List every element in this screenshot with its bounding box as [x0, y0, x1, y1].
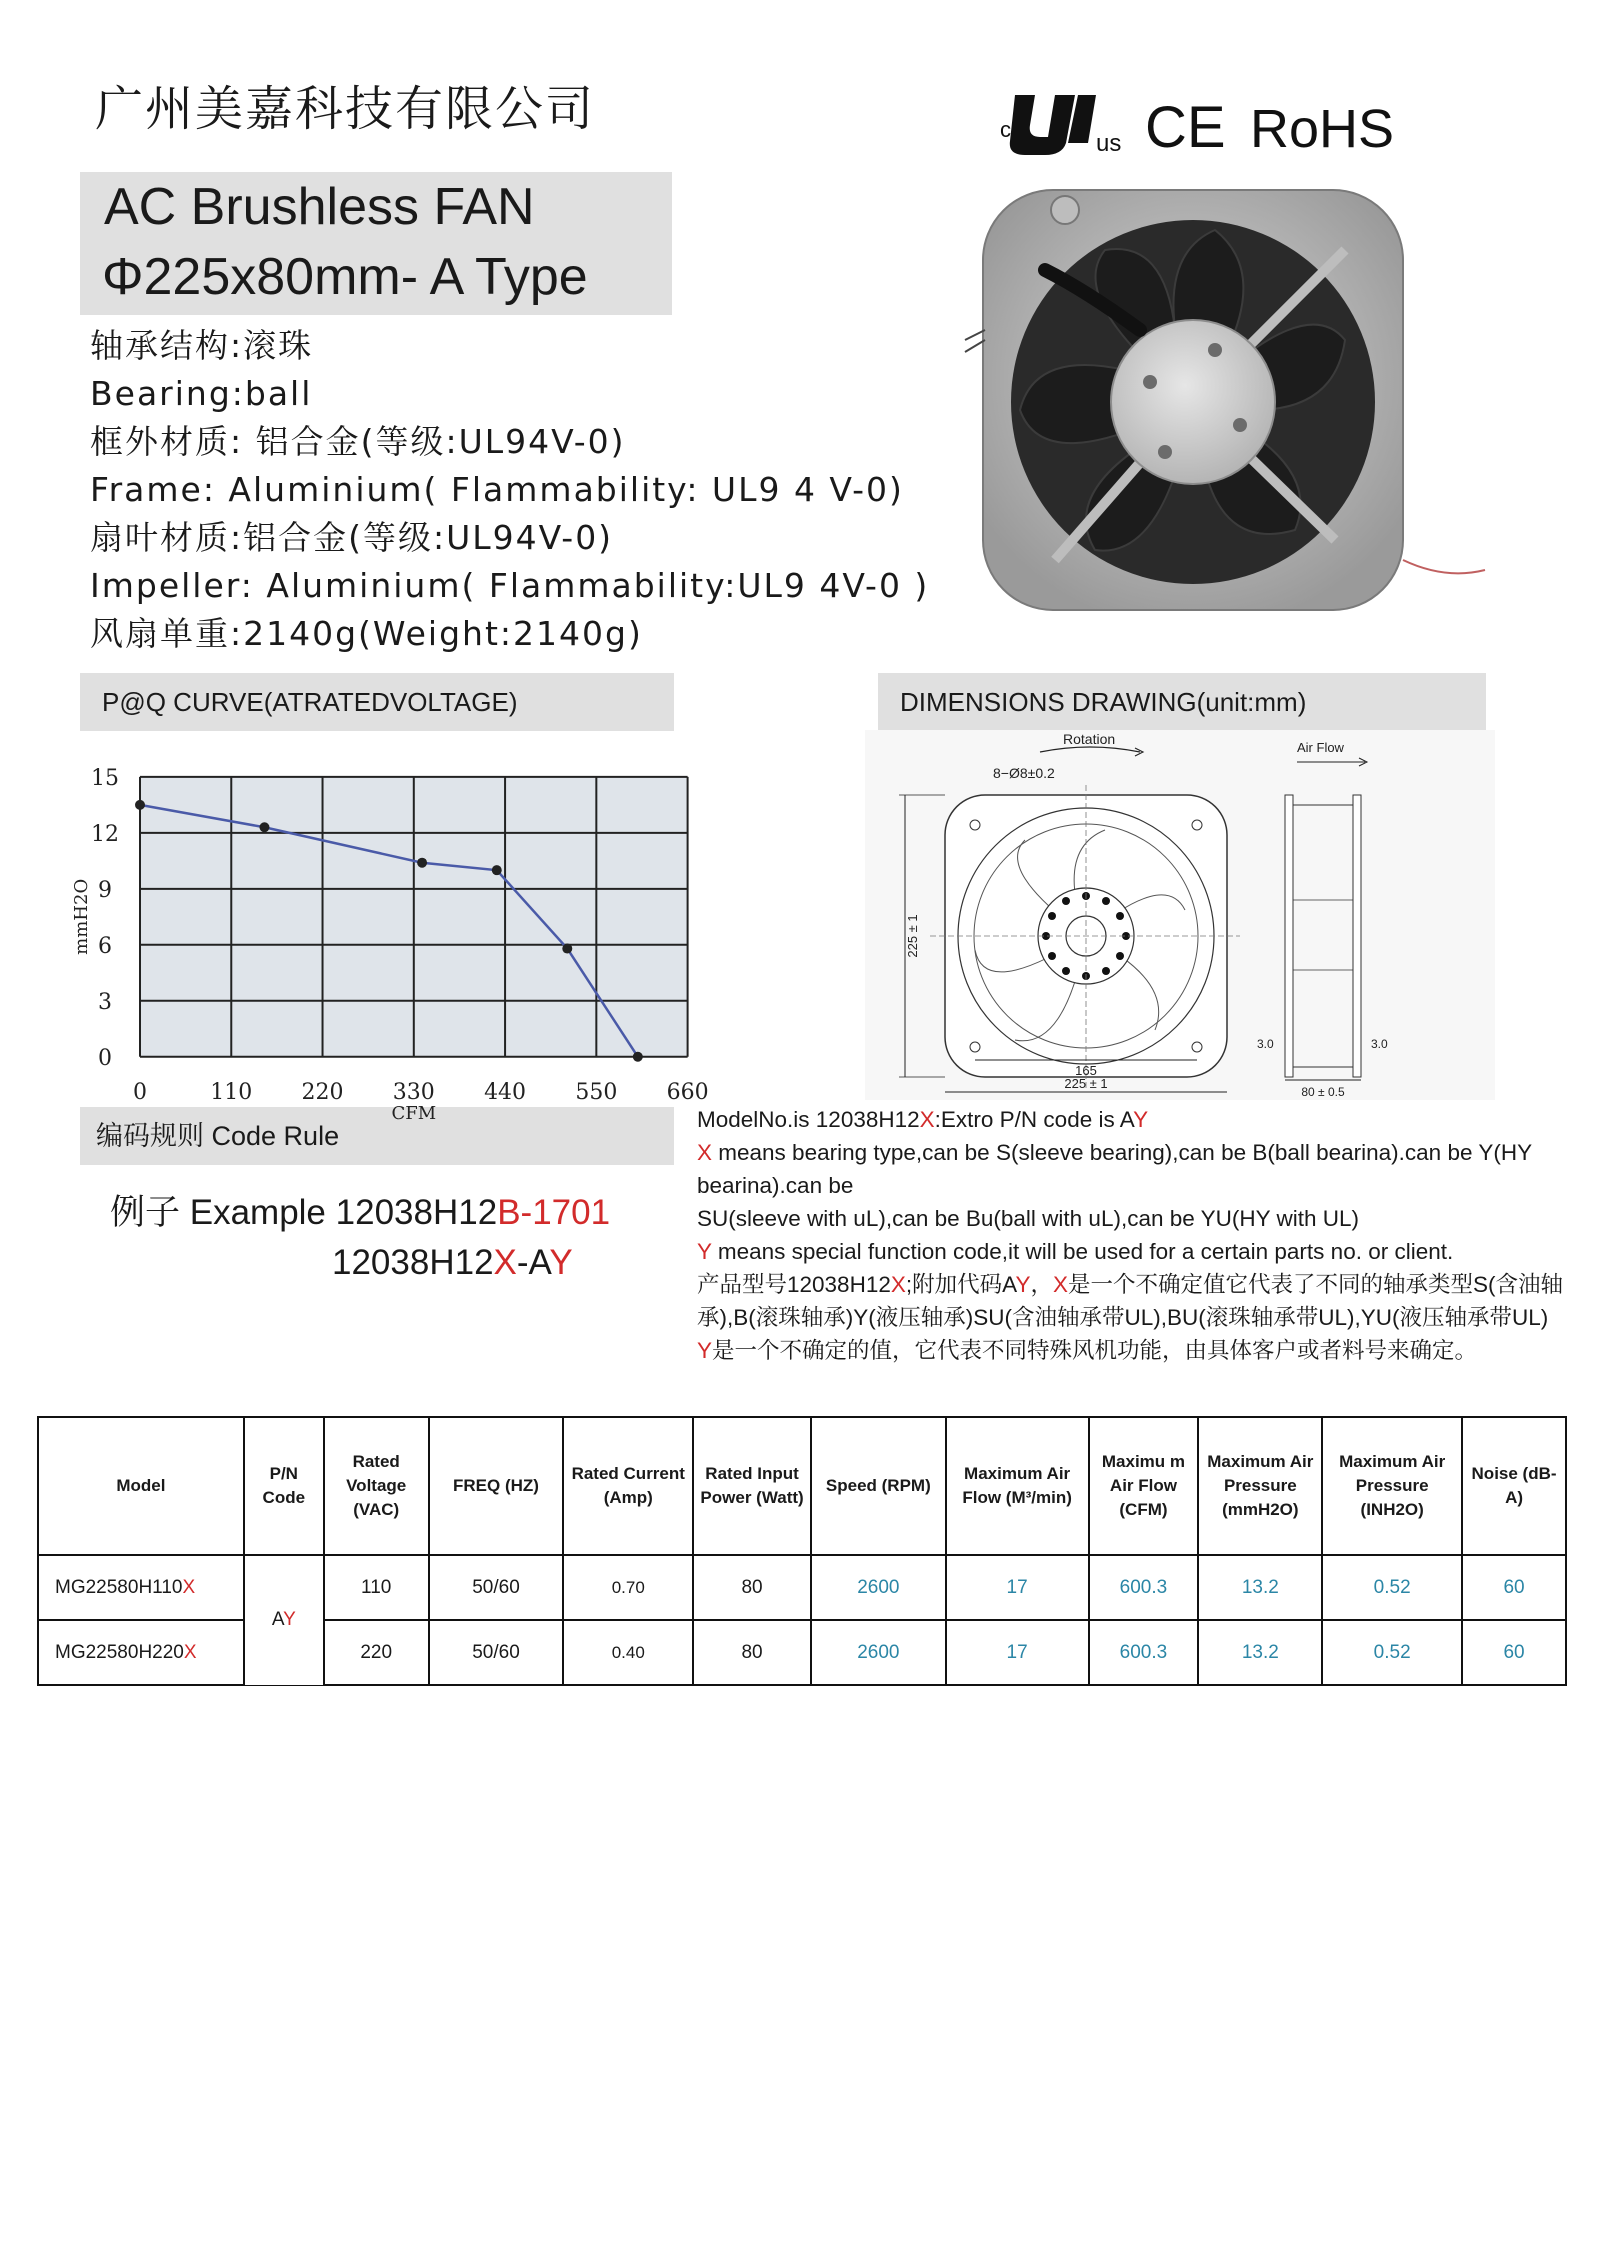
header-pressure-in: Maximum Air Pressure (INH2O): [1322, 1417, 1462, 1555]
header-noise: Noise (dB-A): [1462, 1417, 1566, 1555]
header-voltage: Rated Voltage (VAC): [324, 1417, 429, 1555]
rotation-label: Rotation: [1063, 731, 1116, 747]
height-dimension: 225 ± 1: [905, 914, 920, 958]
code-rule-header: 编码规则 Code Rule: [80, 1107, 674, 1165]
spec-weight: 风扇单重:2140g(Weight:2140g): [90, 614, 643, 653]
rule-line-5: 产品型号12038H12X;附加代码AY，X是一个不确定值它代表了不同的轴承类型S(含油轴承),B(滚珠轴承)Y(液压轴承)SU(含油轴承带UL),BU(滚珠轴承带UL),YU(液压轴承带UL): [697, 1272, 1564, 1330]
pq-data-point: [562, 944, 572, 954]
cell-current: 0.70: [563, 1555, 693, 1620]
cell-pressure-mm: 13.2: [1198, 1620, 1322, 1685]
example-row-2: [110, 1238, 610, 1288]
cell-pressure-mm: 13.2: [1198, 1555, 1322, 1620]
cell-flow-cfm: 600.3: [1089, 1555, 1199, 1620]
cell-pressure-in: 0.52: [1322, 1555, 1462, 1620]
code-example: [110, 1188, 610, 1288]
dimensions-header: DIMENSIONS DRAWING(unit:mm): [878, 673, 1486, 731]
pq-data-point: [259, 822, 269, 832]
y-tick-label: 6: [98, 933, 112, 959]
header-model: Model: [38, 1417, 244, 1555]
cell-model: MG22580H220X: [38, 1620, 244, 1685]
example-code2-sep: -A: [516, 1243, 550, 1282]
pq-curve-chart: [71, 745, 725, 1124]
spec-frame-en: Frame: Aluminium( Flammability: UL9 4 V-0): [90, 470, 904, 509]
spec-impeller-cn: 扇叶材质:铝合金(等级:UL94V-0): [90, 518, 614, 557]
spec-bearing-en: Bearing:ball: [90, 374, 313, 413]
rohs-logo: RoHS: [1250, 99, 1395, 159]
y-tick-label: 0: [98, 1045, 112, 1071]
header-power: Rated Input Power (Watt): [693, 1417, 811, 1555]
x-tick-label: 0: [133, 1079, 147, 1105]
product-title-box: [80, 172, 672, 315]
cell-model: MG22580H110X: [38, 1555, 244, 1620]
airflow-label: Air Flow: [1297, 740, 1344, 755]
header-current: Rated Current (Amp): [563, 1417, 693, 1555]
cell-noise: 60: [1462, 1620, 1566, 1685]
y-axis-label: mmH2O: [71, 878, 92, 955]
cell-speed: 2600: [811, 1620, 946, 1685]
flange-right-dimension: 3.0: [1371, 1037, 1388, 1051]
x-tick-label: 110: [210, 1079, 253, 1105]
fan-product-photo: [965, 180, 1505, 640]
example-code1-b: B: [497, 1193, 521, 1232]
code-rule-text: [697, 1103, 1567, 1367]
hole-spec-label: 8−Ø8±0.2: [993, 765, 1055, 781]
pq-data-point: [135, 800, 145, 810]
table-header-row: [38, 1417, 1566, 1555]
depth-dimension: 80 ± 0.5: [1301, 1085, 1345, 1099]
example-code2-y: Y: [549, 1243, 573, 1282]
example-code1-suffix: 1701: [532, 1193, 611, 1232]
cell-current: 0.40: [563, 1620, 693, 1685]
cell-pressure-in: 0.52: [1322, 1620, 1462, 1685]
company-name: 广州美嘉科技有限公司: [95, 81, 596, 137]
rule-line-4: Y means special function code,it will be used for a certain parts no. or client.: [697, 1239, 1454, 1264]
rule-line-2: X means bearing type,can be S(sleeve bearing),can be B(ball bearina).can be Y(HY bearina).can be: [697, 1140, 1532, 1198]
x-tick-label: 550: [575, 1079, 618, 1105]
ul-c-text: c: [1000, 117, 1011, 142]
cell-freq: 50/60: [429, 1555, 564, 1620]
header-pn-code: P/N Code: [244, 1417, 324, 1555]
header-freq: FREQ (HZ): [429, 1417, 564, 1555]
header-pressure-mm: Maximum Air Pressure (mmH2O): [1198, 1417, 1322, 1555]
cell-speed: 2600: [811, 1555, 946, 1620]
x-axis-label: CFM: [391, 1102, 437, 1124]
pq-curve-header: P@Q CURVE(ATRATEDVOLTAGE): [80, 673, 674, 731]
header-flow-cfm: Maximu m Air Flow (CFM): [1089, 1417, 1199, 1555]
x-tick-label: 330: [392, 1079, 435, 1105]
cell-freq: 50/60: [429, 1620, 564, 1685]
width-dimension: 225 ± 1: [1064, 1076, 1108, 1091]
spec-table: [37, 1416, 1567, 1686]
table-row: [38, 1555, 1566, 1620]
x-tick-label: 220: [301, 1079, 344, 1105]
spec-impeller-en: Impeller: Aluminium( Flammability:UL9 4V-0 ): [90, 566, 930, 605]
ul-us-text: us: [1096, 130, 1122, 157]
ul-logo: [1010, 95, 1096, 155]
example-row-1: [110, 1188, 610, 1238]
rule-line-6: Y是一个不确定的值，它代表不同特殊风机功能，由具体客户或者料号来确定。: [697, 1338, 1478, 1363]
example-code1-sep: -: [520, 1193, 533, 1232]
rule-line-1: ModelNo.is 12038H12X:Extro P/N code is AY: [697, 1107, 1149, 1132]
rule-line-3: SU(sleeve with uL),can be Bu(ball with uL),can be YU(HY with UL): [697, 1206, 1359, 1231]
pq-data-point: [492, 865, 502, 875]
flange-left-dimension: 3.0: [1257, 1037, 1274, 1051]
cell-power: 80: [693, 1555, 811, 1620]
pq-data-point: [417, 858, 427, 868]
cell-flow-cfm: 600.3: [1089, 1620, 1199, 1685]
y-tick-label: 12: [91, 821, 119, 847]
product-size: Φ225x80mm- A Type: [102, 248, 588, 306]
spec-frame-cn: 框外材质: 铝合金(等级:UL94V-0): [90, 422, 626, 461]
cell-noise: 60: [1462, 1555, 1566, 1620]
example-code2-x: X: [493, 1243, 517, 1282]
cell-voltage: 110: [324, 1555, 429, 1620]
product-title: AC Brushless FAN: [104, 178, 535, 236]
y-tick-label: 3: [98, 989, 112, 1015]
ce-logo: CE: [1145, 95, 1226, 160]
y-tick-label: 9: [98, 877, 112, 903]
cell-pn-code: AY: [244, 1555, 324, 1685]
example-code2-prefix: 12038H12: [332, 1243, 494, 1282]
dimensions-drawing: [865, 730, 1495, 1100]
example-code1-prefix: 12038H12: [335, 1193, 498, 1232]
inner-dimension: 165: [1075, 1063, 1097, 1078]
pq-data-point: [633, 1052, 643, 1062]
cell-flow-m3: 17: [946, 1620, 1089, 1685]
spec-bearing-cn: 轴承结构:滚珠: [90, 326, 314, 365]
header-speed: Speed (RPM): [811, 1417, 946, 1555]
y-tick-label: 15: [91, 765, 119, 791]
example-label: 例子 Example: [110, 1193, 326, 1232]
x-tick-label: 440: [484, 1079, 527, 1105]
cell-power: 80: [693, 1620, 811, 1685]
header-flow-m3: Maximum Air Flow (M³/min): [946, 1417, 1089, 1555]
certification-logos: [940, 55, 1460, 175]
spec-list: [90, 322, 929, 658]
cell-voltage: 220: [324, 1620, 429, 1685]
x-tick-label: 660: [666, 1079, 709, 1105]
cell-flow-m3: 17: [946, 1555, 1089, 1620]
